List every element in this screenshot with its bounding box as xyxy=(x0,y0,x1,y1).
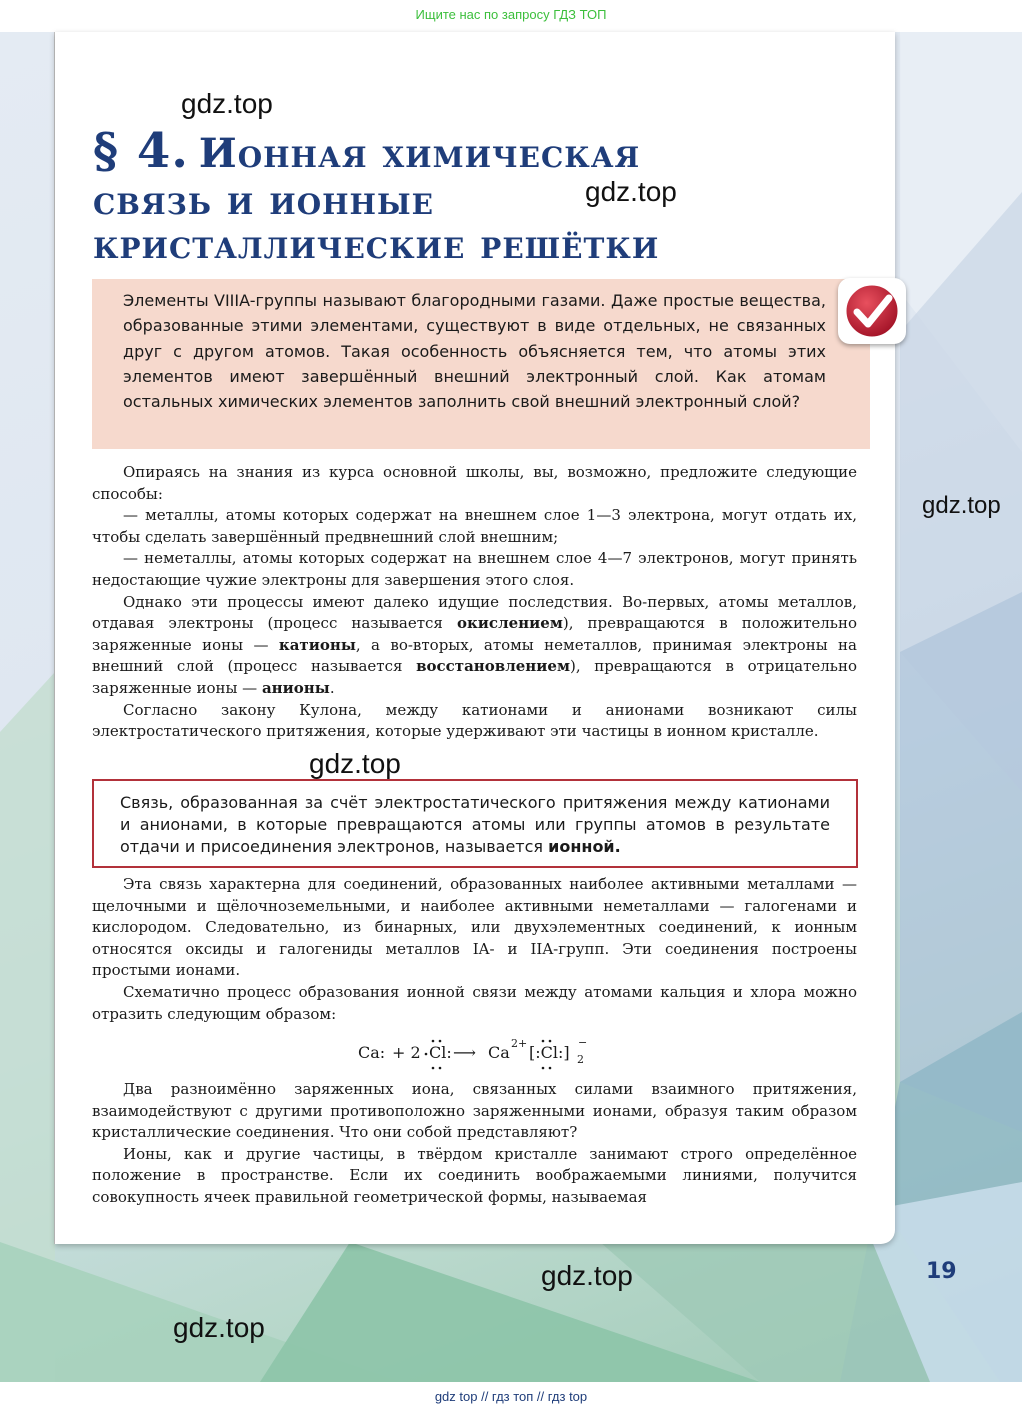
paragraph: Согласно закону Кулона, между катионами и анионами возникают силы электростатического притяжения, которые удерживают эти частицы в ионном кристалле. xyxy=(92,700,857,741)
formula-arrow: ⟶ xyxy=(453,1043,476,1062)
paragraph: — неметаллы, атомы которых содержат на внешнем слое 4—7 электронов, могут принять недостающие чужие электроны для завершения этого слоя. xyxy=(92,549,857,589)
formula-charge-negative: − xyxy=(578,1036,588,1049)
paragraph: Два разноимённо заряженных иона, связанных силами взаимного притяжения, взаимодействуют с другими противоположно заряженными ионами, образуя таким образом кристаллические соединения. Что они собой представляют? xyxy=(92,1080,857,1142)
bottom-links[interactable]: gdz top // гдз топ // гдз top xyxy=(0,1382,1022,1415)
paragraph: Опираясь на знания из курса основной школы, вы, возможно, предложите следующие способы: xyxy=(92,463,857,503)
watermark: gdz.top xyxy=(309,748,401,779)
formula-ca: Ca: xyxy=(358,1043,386,1062)
intro-text: Элементы VIIIA-группы называют благородными газами. Даже простые вещества, образованные этими элементами, существуют в виде отдельных, не связанных друг с другом атомов. Такая особенность объясняется тем, что атомы этих элементов имеют завершённый внешний электронный слой. Как атомам остальных химических элементов заполнить свой внешний электронный слой? xyxy=(123,291,826,412)
formula-charge-positive: 2+ xyxy=(511,1037,528,1050)
formula-cl: Cl: xyxy=(429,1043,452,1062)
paragraph: Однако эти процессы имеют далеко идущие последствия. Во-первых, атомы металлов, отдавая электроны (процесс называется окислением), превращаются в положительно заряженные ионы — катионы, а во-вторых, атомы неметаллов, принимая электроны на внешний слой (процесс называется восстановлением), превращаются в отрицательно заряженные ионы — анионы. xyxy=(92,592,857,697)
formula-ca-ion: Ca xyxy=(488,1043,510,1062)
watermark: gdz.top xyxy=(181,88,273,119)
formula-subscript: 2 xyxy=(577,1053,584,1066)
paragraph: Схематично процесс образования ионной связи между атомами кальция и хлора можно отразить следующим образом: xyxy=(92,982,857,1023)
paragraph: — металлы, атомы которых содержат на внешнем слое 1—3 электрона, могут отдать их, чтобы сделать завершённый предвнешний слой внешним; xyxy=(92,506,857,546)
top-banner[interactable]: Ищите нас по запросу ГДЗ ТОП xyxy=(0,0,1022,32)
term-reduction: восстановлением xyxy=(416,657,570,676)
term-anions: анионы xyxy=(261,678,330,697)
title-line-2: связь и ионные xyxy=(93,177,434,224)
ionic-bond-formula xyxy=(358,1034,618,1074)
paragraph: Ионы, как и другие частицы, в твёрдом кристалле занимают строго определённое положение в пространстве. Если их соединить воображаемыми линиями, получится совокупность ячеек правильной геометрической формы, называемая xyxy=(92,1144,857,1206)
formula-plus: + 2 xyxy=(392,1043,421,1062)
formula-chloride: [:Cl:] xyxy=(529,1043,570,1062)
section-title xyxy=(93,123,660,268)
watermark: gdz.top xyxy=(922,492,1001,519)
watermark: gdz.top xyxy=(541,1260,633,1291)
paragraph: Эта связь характерна для соединений, образованных наиболее активными металлами — щелочными и щёлочноземельными, и наиболее активными неметаллами — галогенами и кислородом. Следовательно, из бинарных, или двухэлементных соединений, к ионным относятся оксиды и галогениды металлов IA- и IIA-групп. Эти соединения построены простыми ионами. xyxy=(92,875,857,980)
checkmark-icon xyxy=(842,281,902,341)
section-number: § 4. xyxy=(93,123,189,179)
page-number: 19 xyxy=(926,1259,957,1284)
term-oxidation: окислением xyxy=(456,614,563,633)
watermark: gdz.top xyxy=(585,176,677,207)
definition-text: Связь, образованная за счёт электростатического притяжения между катионами и анионами, в которые превращаются атомы или группы атомов в результате отдачи и присоединения электронов, называется ионной. xyxy=(120,793,830,856)
body-text-3 xyxy=(92,1079,857,1209)
watermark: gdz.top xyxy=(173,1312,265,1343)
check-badge xyxy=(838,278,906,344)
title-line-1: Ионная химическая xyxy=(198,130,641,177)
body-text-1 xyxy=(92,462,857,743)
term-ionic: ионной. xyxy=(548,836,621,856)
term-cations: катионы xyxy=(278,635,356,654)
title-line-3: кристаллические решётки xyxy=(93,221,660,268)
body-text-2 xyxy=(92,874,857,1025)
